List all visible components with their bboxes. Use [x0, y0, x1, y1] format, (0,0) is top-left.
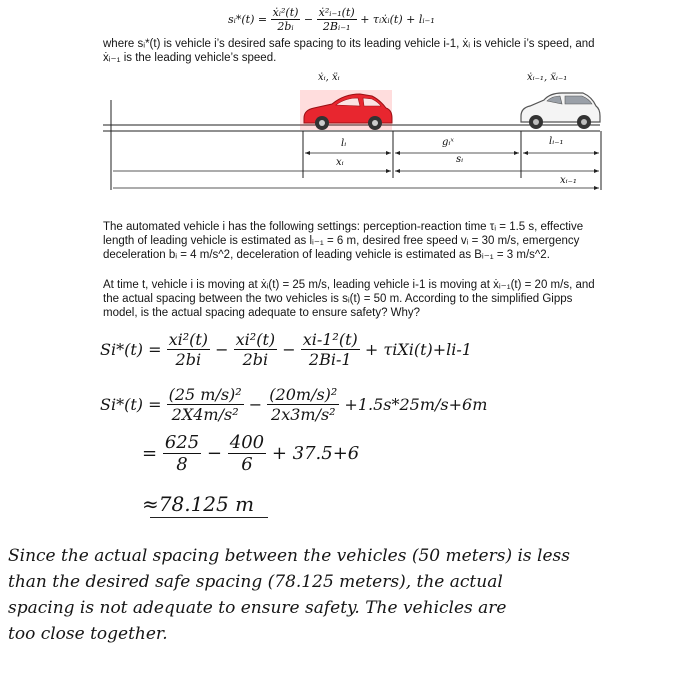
line2-frac2: $\frac{\text{(20m/s)²}}{\text{2x3m/s²}}$: [269, 385, 338, 424]
formula-term1-den: 2bᵢ: [277, 20, 294, 33]
where-text: where sᵢ*(t) is vehicle i’s desired safe spacing to its leading vehicle i-1, ẋᵢ is vehicle i’s speed, and ẋᵢ₋₁ is the leading vehicle’s speed.: [103, 38, 595, 64]
line1-frac1: $\frac{\text{xi²(t)}}{2bi}$: [168, 330, 209, 369]
s-i-label: sᵢ: [456, 154, 464, 165]
solution-line-2: Si*(t) = $\frac{\text{(25 m/s)²}}{\text{2X4m/s²}}$ − $\frac{\text{(20m/s)²}}{\text{2x3m/s²}}$ +1.5s*25m/s+6m: [100, 385, 488, 424]
follower-speed-label: ẋᵢ, ẍᵢ: [318, 72, 340, 83]
solution-line-3: = $\frac{625}{8}$ − $\frac{400}{6}$ + 37.5+6: [142, 432, 360, 475]
formula-term2-num: ẋ²ᵢ₋₁(t): [318, 6, 355, 19]
leader-speed-label: ẋᵢ₋₁, ẍᵢ₋₁: [527, 72, 568, 83]
l-im1-label: lᵢ₋₁: [549, 136, 564, 147]
line3-frac2: $\frac{400}{6}$: [229, 432, 265, 475]
x-i-label: xᵢ: [336, 157, 344, 168]
formula-lhs: sᵢ*(t) =: [228, 13, 268, 26]
solution-result: ≈78.125 m: [142, 492, 255, 516]
line2-frac1: $\frac{\text{(25 m/s)²}}{\text{2X4m/s²}}$: [168, 385, 242, 424]
line1-lhs: Si*(t) =: [100, 340, 162, 359]
conclusion-line-2: than the desired safe spacing (78.125 meters), the actual: [8, 572, 503, 592]
g-i-label: gᵢˣ: [442, 137, 454, 148]
l-i-label: lᵢ: [341, 138, 347, 149]
vehicle-diagram: [0, 0, 691, 200]
red-car-icon: [300, 90, 392, 130]
formula-term1-num: ẋᵢ²(t): [272, 6, 299, 19]
line1-frac3: $\frac{\text{xi-1²(t)}}{2Bi-1}$: [302, 330, 358, 369]
formula-minus: −: [303, 13, 314, 26]
result-underline: [150, 517, 268, 518]
settings-paragraph: The automated vehicle i has the following settings: perception-reaction time τᵢ = 1.5 s, effective length of leading vehicle is estimated as lᵢ₋₁ = 6 m, desired free speed vᵢ = 30 m/s, emergency deceleration bᵢ = 4 m/s^2, deceleration of leading vehicle is estimated as Bᵢ₋₁ = 3 m/s^2.: [103, 221, 584, 261]
line3-frac1: $\frac{625}{8}$: [164, 432, 200, 475]
formula-rest: + τᵢẋᵢ(t) + lᵢ₋₁: [360, 13, 435, 26]
conclusion-line-3: spacing is not adequate to ensure safety. The vehicles are: [8, 598, 507, 618]
grey-suv-icon: [521, 93, 600, 129]
line1-frac2: $\frac{\text{xi²(t)}}{2bi}$: [235, 330, 276, 369]
question-paragraph: At time t, vehicle i is moving at ẋᵢ(t) = 25 m/s, leading vehicle i-1 is moving at ẋᵢ₋₁(t) = 20 m/s, and the actual spacing between the two vehicles is sᵢ(t) = 50 m. According to the simplified Gipps model, is the actual spacing adequate to ensure safety? Why?: [103, 279, 595, 319]
conclusion-line-4: too close together.: [8, 624, 168, 644]
x-im1-label: xᵢ₋₁: [560, 175, 577, 186]
formula-term2-den: 2Bᵢ₋₁: [322, 20, 351, 33]
solution-line-1: Si*(t) = $\frac{\text{xi²(t)}}{2bi}$ − $\frac{\text{xi²(t)}}{2bi}$ − $\frac{\text{xi-1²(t)}}{2Bi-1}$ + τiXi(t)+li-1: [100, 330, 472, 369]
conclusion-line-1: Since the actual spacing between the vehicles (50 meters) is less: [8, 546, 570, 566]
